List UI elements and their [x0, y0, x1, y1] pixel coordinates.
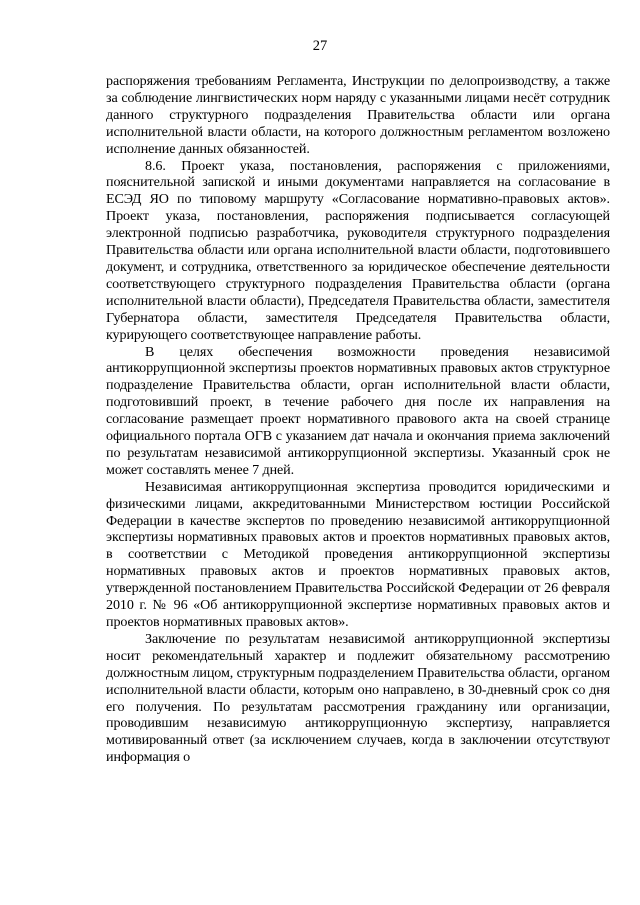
- paragraph-continuation: распоряжения требованиям Регламента, Инструкции по делопроизводству, а также за соблюдение лингвистических норм наряду с указанными лицами несёт сотрудник данного структурного подразделения Правительства области или органа исполнительной власти области, на которого должностным регламентом возложено исполнение данных обязанностей.: [106, 73, 610, 157]
- document-body: [106, 73, 610, 766]
- page-number: 27: [312, 38, 328, 54]
- paragraph-expertise-conclusion: Заключение по результатам независимой антикоррупционной экспертизы носит рекомендательный характер и подлежит обязательному рассмотрению должностным лицом, структурным подразделением Правительства области, органом исполнительной власти области, которым оно направлено, в 30-дневный срок со дня его получения. По результатам рассмотрения гражданину или организации, проводившим независимую антикоррупционную экспертизу, направляется мотивированный ответ (за исключением случаев, когда в заключении отсутствуют информация о: [106, 630, 610, 766]
- paragraph-anticorruption-purpose: В целях обеспечения возможности проведения независимой антикоррупционной экспертизы проектов нормативных правовых актов структурное подразделение Правительства области, орган исполнительной власти области, подготовивший проект, в течение рабочего дня после их направления на согласование размещает проект нормативного правового акта на своей странице официального портала ОГВ с указанием дат начала и окончания приема заключений по результатам независимой антикоррупционной экспертизы. Указанный срок не может составлять менее 7 дней.: [106, 343, 610, 478]
- paragraph-independent-expertise: Независимая антикоррупционная экспертиза проводится юридическими и физическими лицами, аккредитованными Министерством юстиции Российской Федерации в качестве экспертов по проведению независимой антикоррупционной экспертизы нормативных правовых актов и проектов нормативных правовых актов, в соответствии с Методикой проведения антикоррупционной экспертизы нормативных правовых актов и проектов нормативных правовых актов, утвержденной постановлением Правительства Российской Федерации от 26 февраля 2010 г. № 96 «Об антикоррупционной экспертизе нормативных правовых актов и проектов нормативных правовых актов».: [106, 478, 610, 630]
- paragraph-8-6: 8.6. Проект указа, постановления, распоряжения с приложениями, пояснительной запиской и иными документами направляется на согласование в ЕСЭД ЯО по типовому маршруту «Согласование нормативно-правовых актов». Проект указа, постановления, распоряжения подписывается согласующей электронной подписью разработчика, руководителя структурного подразделения Правительства области или органа исполнительной власти области, подготовившего документ, и сотрудника, ответственного за юридическое обеспечение деятельности соответствующего структурного подразделения Правительства области (органа исполнительной власти области), Председателя Правительства области, заместителя Губернатора области, заместителя Председателя Правительства области, курирующего соответствующее направление работы.: [106, 157, 610, 343]
